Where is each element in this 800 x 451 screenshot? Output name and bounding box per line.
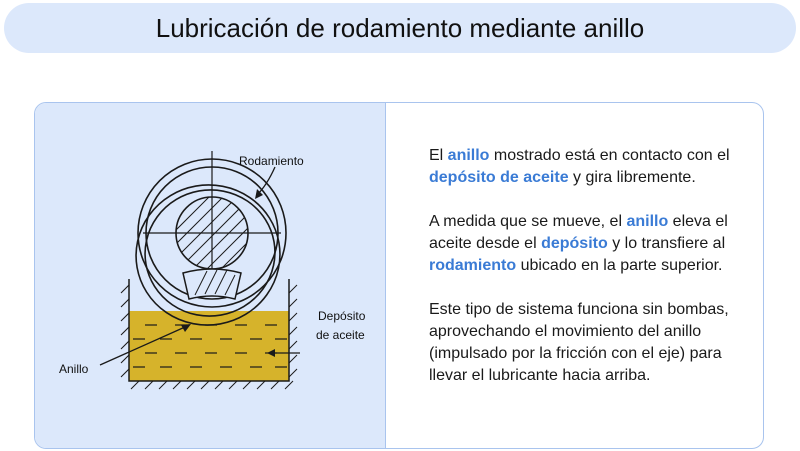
label-reservoir-line2: de aceite bbox=[316, 328, 365, 342]
explanation-text bbox=[429, 145, 739, 409]
label-ring: Anillo bbox=[59, 362, 89, 376]
label-bearing: Rodamiento bbox=[239, 154, 304, 168]
paragraph-2: A medida que se mueve, el anillo eleva el aceite desde el depósito y lo transfiere al rodamiento ubicado en la parte superior. bbox=[429, 213, 728, 274]
page-title: Lubricación de rodamiento mediante anillo bbox=[155, 12, 645, 43]
highlight-rodamiento: rodamiento bbox=[429, 257, 517, 274]
highlight-deposito: depósito bbox=[541, 235, 608, 252]
highlight-anillo: anillo bbox=[447, 147, 490, 164]
bearing-support-block bbox=[183, 269, 241, 299]
ring-lubrication-diagram bbox=[35, 103, 385, 449]
title-bar bbox=[4, 3, 796, 53]
content-card bbox=[34, 102, 764, 449]
paragraph-3: Este tipo de sistema funciona sin bombas, aprovechando el movimiento del anillo (impulsado por la fricción con el eje) para llevar el lubricante hacia arriba. bbox=[429, 301, 729, 384]
highlight-anillo-2: anillo bbox=[626, 213, 669, 230]
diagram-panel bbox=[35, 103, 386, 448]
oil-fill bbox=[129, 311, 289, 381]
highlight-deposito-de-aceite: depósito de aceite bbox=[429, 169, 569, 186]
paragraph-1: El anillo mostrado está en contacto con el depósito de aceite y gira libremente. bbox=[429, 147, 730, 186]
label-reservoir-line1: Depósito bbox=[318, 309, 366, 323]
